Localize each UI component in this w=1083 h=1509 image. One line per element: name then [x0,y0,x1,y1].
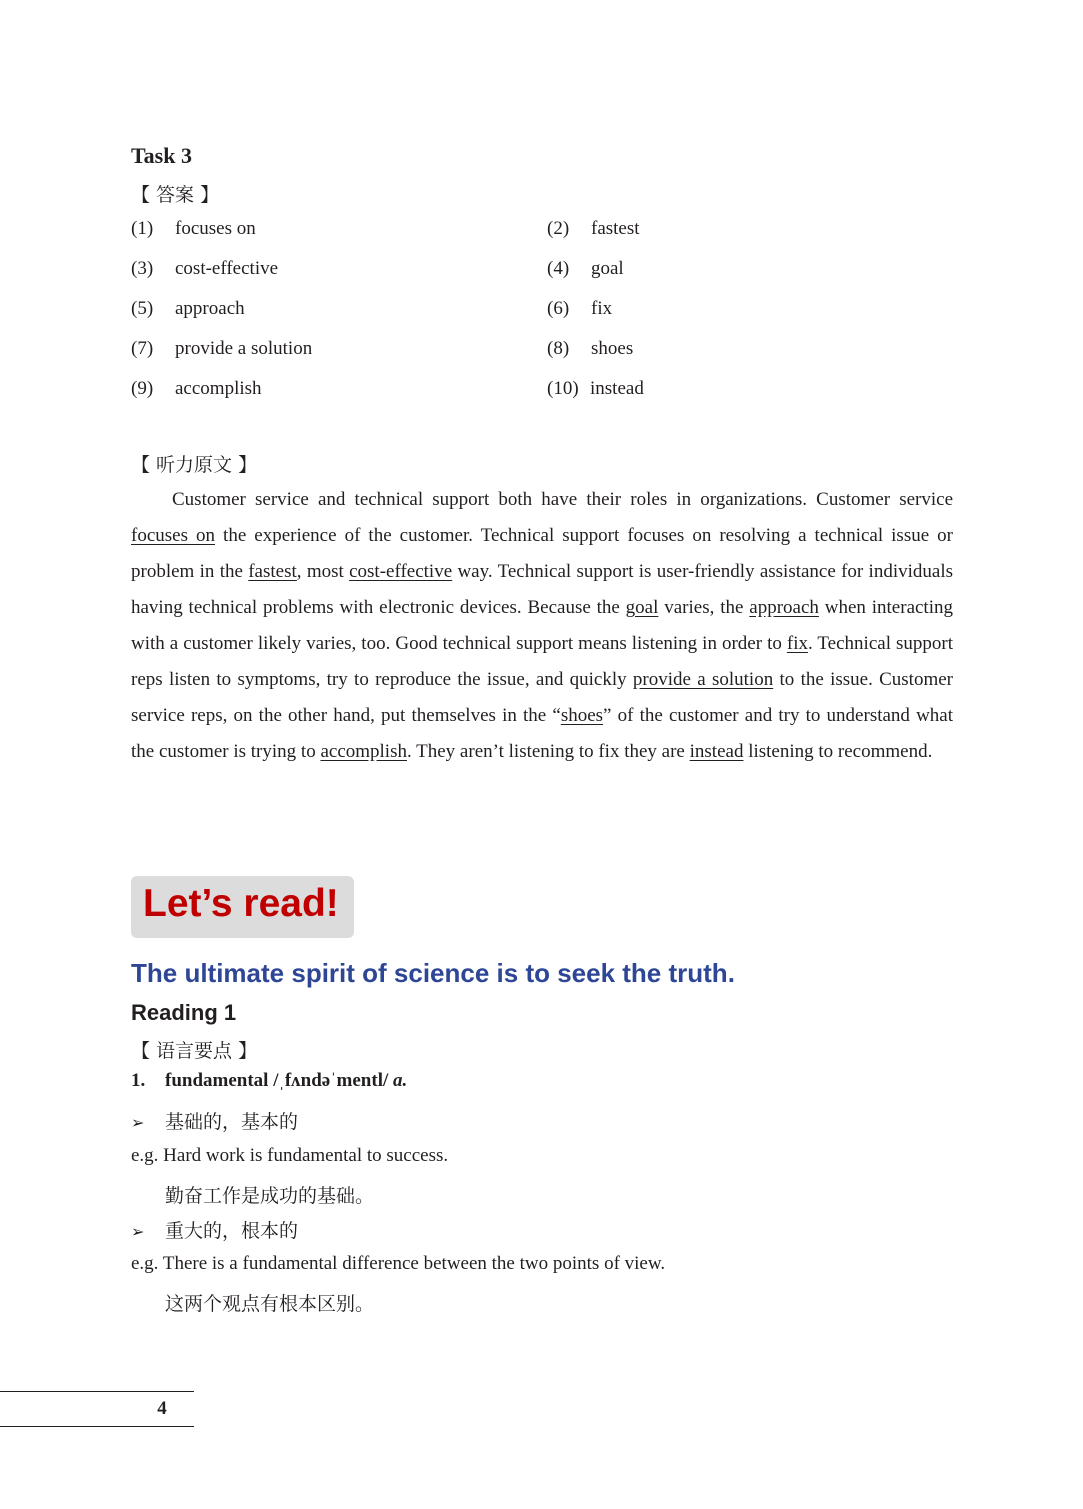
script-answer: focuses on [131,525,216,546]
script-text: , most [296,561,350,582]
answer-text: approach [175,298,245,319]
script-text: . Technical support reps listen to symptoms, try to reproduce the issue, and quickly [131,633,953,690]
answer-row [131,218,953,258]
answer-item [547,298,612,320]
answer-item [131,258,547,280]
answer-item [131,298,547,320]
script-answer: cost-effective [349,561,453,582]
answer-text: focuses on [175,218,256,239]
lets-read-badge [131,876,354,938]
listening-script [131,482,953,770]
section-title: The ultimate spirit of science is to seek the truth. [131,958,735,988]
example-translation: 这两个观点有根本区别。 [165,1293,375,1315]
answer-number: (5) [131,298,154,319]
script-answer: provide a solution [632,669,774,690]
reading-title: Reading 1 [131,1000,237,1025]
answer-item [547,218,640,240]
language-points-label: 【 语言要点 】 [131,1040,258,1062]
script-answer: fix [786,633,808,654]
task-title: Task 3 [131,143,192,168]
answer-item [547,338,633,360]
answer-text: fastest [591,218,640,239]
script-answer: fastest [248,561,297,582]
answer-list [131,218,953,418]
answer-item [131,338,547,360]
arrow-bullet-icon: ➢ [131,1113,145,1132]
answer-number: (10) [547,378,579,399]
script-answer: shoes [560,705,604,726]
script-text: the experience of the customer. Technical support focuses on resolving a technical issue or problem in the [131,525,953,582]
script-text: varies, the [658,597,750,618]
script-answer: accomplish [320,741,407,762]
sense-line [131,1216,298,1243]
vocab-part-of-speech: a. [393,1070,408,1091]
answer-text: accomplish [175,378,262,399]
page-number: 4 [157,1398,167,1419]
answer-number: (8) [547,338,570,359]
example-sentence: e.g. There is a fundamental difference between the two points of view. [131,1253,666,1274]
vocab-number: 1. [131,1070,146,1091]
answer-label: 【 答案 】 [131,184,220,206]
answer-text: instead [590,378,644,399]
answer-number: (7) [131,338,154,359]
script-text: . They aren’t listening to fix they are [406,741,690,762]
answer-item [547,258,624,280]
answer-text: shoes [591,338,634,359]
answer-row [131,378,953,418]
answer-number: (2) [547,218,570,239]
example-sentence: e.g. Hard work is fundamental to success. [131,1145,449,1166]
script-text: when interacting with a customer likely varies, too. Good technical support means listening in order to [131,597,953,654]
lets-read-label: Let’s read! [143,882,339,925]
answer-row [131,338,953,378]
answer-text: cost-effective [175,258,279,279]
footer-rule [0,1426,194,1427]
sense-text: 基础的，基本的 [165,1111,299,1133]
script-text: ” of the customer and try to understand what the customer is trying to [131,705,954,762]
answer-item [547,378,644,400]
script-label: 【 听力原文 】 [131,454,258,476]
script-text: way. Technical support is user-friendly assistance for individuals having technical problems with electronic devices. Because the [131,561,954,618]
answer-number: (4) [547,258,570,279]
script-answer: instead [689,741,744,762]
script-text: to the issue. Customer service reps, on the other hand, put themselves in the “ [131,669,953,726]
script-text: Customer service and technical support both have their roles in organizations. Customer service [172,489,953,510]
answer-row [131,298,953,338]
answer-row [131,258,953,298]
answer-text: goal [591,258,624,279]
script-answer: goal [625,597,659,618]
arrow-bullet-icon: ➢ [131,1222,145,1241]
answer-number: (6) [547,298,570,319]
answer-item [131,218,547,240]
answer-number: (1) [131,218,154,239]
answer-text: fix [591,298,613,319]
script-text: listening to recommend. [743,741,933,762]
footer-rule [0,1391,194,1392]
answer-number: (9) [131,378,154,399]
vocab-word: fundamental /ˌfʌndəˈmentl/ [165,1070,393,1091]
sense-line [131,1107,298,1134]
vocab-entry-heading [131,1070,407,1092]
sense-text: 重大的，根本的 [165,1220,299,1242]
answer-number: (3) [131,258,154,279]
answer-text: provide a solution [175,338,313,359]
example-translation: 勤奋工作是成功的基础。 [165,1185,375,1207]
script-answer: approach [749,597,819,618]
answer-item [131,378,547,400]
